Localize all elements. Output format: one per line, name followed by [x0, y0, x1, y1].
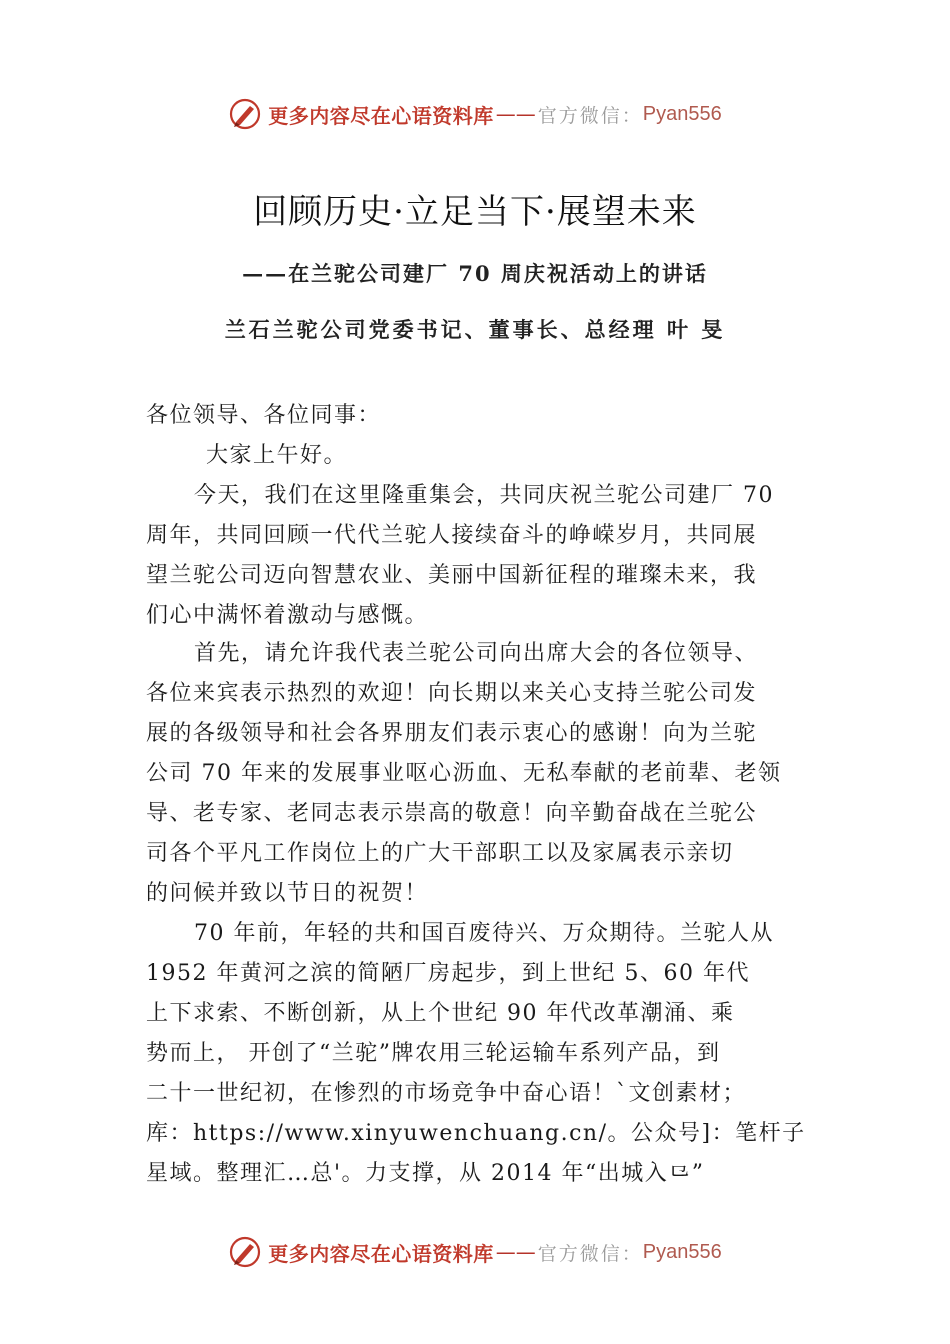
paragraph-line: 的问候并致以节日的祝贺！ [146, 881, 429, 906]
paragraph-line: 们心中满怀着激动与感慨。 [146, 603, 429, 628]
paragraph-line: 望兰驼公司迈向智慧农业、美丽中国新征程的璀璨未来，我 [146, 563, 758, 588]
banner-wechat-account: Pyan556 [642, 1240, 722, 1263]
banner-text: 更多内容尽在心语资料库 [268, 1241, 494, 1266]
banner-dash: —— [495, 1240, 536, 1264]
paragraph-line: 首先，请允许我代表兰驼公司向出席大会的各位领导、 [194, 641, 759, 666]
document-title: 回顾历史·立足当下·展望未来 [253, 192, 697, 232]
paragraph-line: 今天，我们在这里隆重集会，共同庆祝兰驼公司建厂 70 [194, 483, 774, 508]
banner-official-label: 官方微信： [537, 104, 643, 127]
paragraph-line: 导、老专家、老同志表示崇高的敬意！向辛勤奋战在兰驼公 [146, 801, 758, 826]
paragraph-line: 各位来宾表示热烈的欢迎！向长期以来关心支持兰驼公司发 [146, 681, 758, 706]
hello-line: 大家上午好。 [206, 443, 348, 468]
pen-logo-icon [228, 1235, 262, 1269]
paragraph-line: 星域。整理汇…总'。力支撑，从 2014 年“出城入⺋” [146, 1161, 705, 1186]
header-banner [0, 94, 950, 134]
paragraph-line: 1952 年黄河之滨的简陋厂房起步，到上世纪 5、60 年代 [146, 961, 750, 986]
footer-banner [0, 1232, 950, 1272]
document-author: 兰石兰驼公司党委书记、董事长、总经理 叶 旻 [224, 317, 726, 342]
paragraph-line: 势而上， 开创了“兰驼”牌农用三轮运输车系列产品，到 [146, 1041, 721, 1066]
banner-official-label: 官方微信： [537, 1242, 643, 1265]
paragraph-3 [146, 914, 806, 1194]
paragraph-line: 库：https://www.xinyuwenchuang.cn/。公众号]：笔杆子 [146, 1121, 806, 1146]
banner-wechat-account: Pyan556 [642, 102, 722, 125]
paragraph-line: 上下求索、不断创新，从上个世纪 90 年代改革潮涌、乘 [146, 1001, 735, 1026]
pen-logo-icon [228, 97, 262, 131]
paragraph-line: 二十一世纪初，在惨烈的市场竞争中奋心语！`文创素材； [146, 1081, 747, 1106]
paragraph-line: 周年，共同回顾一代代兰驼人接续奋斗的峥嵘岁月，共同展 [146, 523, 758, 548]
paragraph-line: 70 年前，年轻的共和国百废待兴、万众期待。兰驼人从 [194, 921, 774, 946]
document-subtitle: ——在兰驼公司建厂 70 周庆祝活动上的讲话 [242, 261, 708, 286]
paragraph-line: 展的各级领导和社会各界朋友们表示衷心的感谢！向为兰驼 [146, 721, 758, 746]
banner-dash: —— [495, 102, 536, 126]
paragraph-line: 司各个平凡工作岗位上的广大干部职工以及家属表示亲切 [146, 841, 734, 866]
banner-text: 更多内容尽在心语资料库 [268, 103, 494, 128]
paragraph-1 [146, 476, 806, 636]
paragraph-2 [146, 634, 806, 914]
greeting: 各位领导、各位同事： [146, 403, 382, 428]
paragraph-line: 公司 70 年来的发展事业呕心沥血、无私奉献的老前辈、老领 [146, 761, 782, 786]
